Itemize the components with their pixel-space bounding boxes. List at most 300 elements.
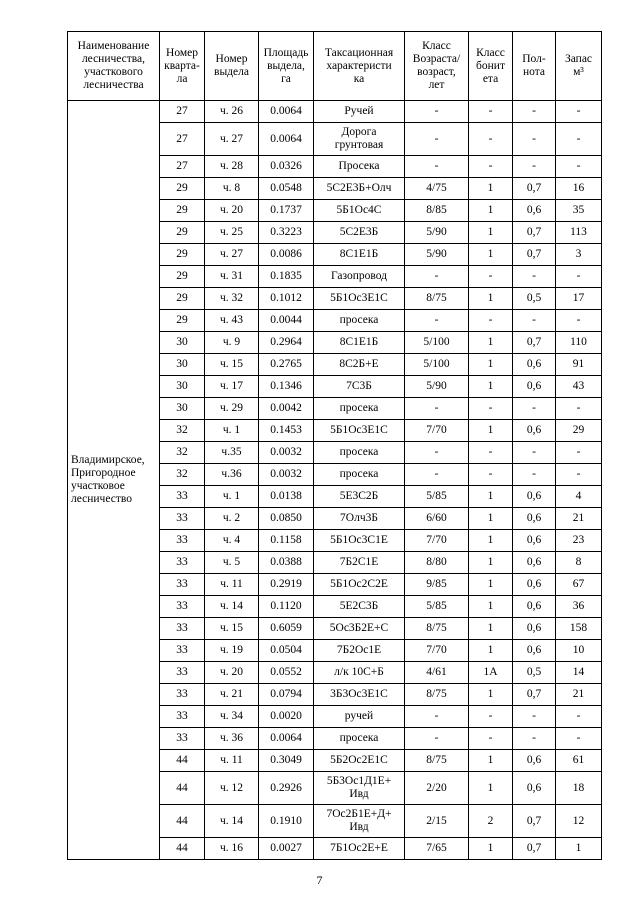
quarter-cell: 29 xyxy=(160,266,205,288)
taxation-line: 7Олч3Б xyxy=(340,512,378,524)
quarter-cell: 44 xyxy=(160,805,205,838)
area-cell: 0.3223 xyxy=(259,222,314,244)
bonitet-cell: - xyxy=(469,310,513,332)
bonitet-cell: - xyxy=(469,101,513,123)
stock-cell: 29 xyxy=(556,420,602,442)
forestry-name-line: Владимирское, xyxy=(71,454,145,466)
section-cell: ч. 17 xyxy=(205,376,259,398)
section-cell: ч. 20 xyxy=(205,662,259,684)
density-cell: - xyxy=(513,442,556,464)
section-cell: ч. 11 xyxy=(205,750,259,772)
age-cell: - xyxy=(405,728,469,750)
taxation-line: 7С3Б xyxy=(346,380,372,392)
density-cell: 0,5 xyxy=(513,662,556,684)
age-cell: 7/70 xyxy=(405,420,469,442)
taxation-cell xyxy=(314,398,405,420)
stock-cell: - xyxy=(556,464,602,486)
density-cell: 0,7 xyxy=(513,222,556,244)
density-cell: 0,6 xyxy=(513,596,556,618)
age-cell: - xyxy=(405,442,469,464)
bonitet-cell: - xyxy=(469,266,513,288)
quarter-cell: 33 xyxy=(160,662,205,684)
age-cell: 6/60 xyxy=(405,508,469,530)
age-cell: 5/90 xyxy=(405,244,469,266)
quarter-cell: 29 xyxy=(160,178,205,200)
density-cell: 0,7 xyxy=(513,684,556,706)
quarter-cell: 33 xyxy=(160,552,205,574)
area-cell: 0.0138 xyxy=(259,486,314,508)
taxation-cell xyxy=(314,838,405,860)
stock-cell: 10 xyxy=(556,640,602,662)
header-line: характеристи xyxy=(326,59,392,72)
stock-cell: - xyxy=(556,442,602,464)
taxation-line: 5С2Е3Б xyxy=(339,226,379,238)
taxation-line: 8С1Е1Б xyxy=(339,248,379,260)
age-cell: 7/70 xyxy=(405,530,469,552)
area-cell: 0.1012 xyxy=(259,288,314,310)
area-cell: 0.0064 xyxy=(259,728,314,750)
bonitet-cell: 1 xyxy=(469,640,513,662)
bonitet-cell: 1 xyxy=(469,244,513,266)
taxation-line: 7Б1Ос2Е+Е xyxy=(330,842,388,854)
taxation-line: 5Б1Ос3Е1С xyxy=(330,424,388,436)
bonitet-cell: 1 xyxy=(469,332,513,354)
taxation-line: 3Б3Ос3Е1С xyxy=(330,688,388,700)
density-cell: 0,6 xyxy=(513,552,556,574)
taxation-cell xyxy=(314,101,405,123)
age-cell: 4/61 xyxy=(405,662,469,684)
age-cell: - xyxy=(405,310,469,332)
taxation-line: 8С2Б+Е xyxy=(339,358,379,370)
bonitet-cell: 1 xyxy=(469,574,513,596)
header-bonitet-class xyxy=(469,32,513,101)
section-cell: ч. 21 xyxy=(205,684,259,706)
taxation-cell xyxy=(314,706,405,728)
density-cell: - xyxy=(513,398,556,420)
taxation-line: Газопровод xyxy=(331,270,387,282)
bonitet-cell: 1 xyxy=(469,288,513,310)
section-cell: ч. 14 xyxy=(205,596,259,618)
age-cell: 2/15 xyxy=(405,805,469,838)
header-section-number xyxy=(205,32,259,101)
section-cell: ч.36 xyxy=(205,464,259,486)
density-cell: - xyxy=(513,728,556,750)
stock-cell: 21 xyxy=(556,684,602,706)
header-forestry-name xyxy=(68,32,160,101)
quarter-cell: 32 xyxy=(160,442,205,464)
taxation-cell xyxy=(314,354,405,376)
area-cell: 0.0548 xyxy=(259,178,314,200)
header-line: ета xyxy=(482,72,499,85)
density-cell: - xyxy=(513,101,556,123)
area-cell: 0.0326 xyxy=(259,156,314,178)
age-cell: 4/75 xyxy=(405,178,469,200)
density-cell: 0,6 xyxy=(513,376,556,398)
taxation-cell xyxy=(314,728,405,750)
bonitet-cell: 1 xyxy=(469,552,513,574)
taxation-line: 5С2Е3Б+Олч xyxy=(326,182,392,194)
area-cell: 0.0027 xyxy=(259,838,314,860)
header-density xyxy=(513,32,556,101)
taxation-cell xyxy=(314,178,405,200)
density-cell: 0,6 xyxy=(513,772,556,805)
taxation-line: 7Б2Ос1Е xyxy=(336,644,382,656)
quarter-cell: 29 xyxy=(160,200,205,222)
section-cell: ч. 25 xyxy=(205,222,259,244)
forestry-name-line: участковое xyxy=(71,480,125,492)
section-cell: ч. 4 xyxy=(205,530,259,552)
taxation-line: ручей xyxy=(344,710,374,722)
header-line: Запас xyxy=(564,53,593,65)
stock-cell: 43 xyxy=(556,376,602,398)
stock-cell: 18 xyxy=(556,772,602,805)
quarter-cell: 33 xyxy=(160,728,205,750)
table-header-row xyxy=(68,32,602,101)
stock-cell: 91 xyxy=(556,354,602,376)
area-cell: 0.0794 xyxy=(259,684,314,706)
bonitet-cell: 1А xyxy=(469,662,513,684)
stock-cell: 3 xyxy=(556,244,602,266)
density-cell: 0,6 xyxy=(513,530,556,552)
density-cell: 0,6 xyxy=(513,574,556,596)
taxation-cell xyxy=(314,200,405,222)
stock-cell: - xyxy=(556,101,602,123)
section-cell: ч. 28 xyxy=(205,156,259,178)
density-cell: 0,5 xyxy=(513,288,556,310)
taxation-line: л/к 10С+Б xyxy=(334,666,384,678)
area-cell: 0.0020 xyxy=(259,706,314,728)
taxation-line: грунтовая xyxy=(334,139,384,151)
bonitet-cell: - xyxy=(469,442,513,464)
section-cell: ч. 11 xyxy=(205,574,259,596)
stock-cell: 113 xyxy=(556,222,602,244)
area-cell: 0.1910 xyxy=(259,805,314,838)
stock-cell: 17 xyxy=(556,288,602,310)
header-line: участкового xyxy=(84,66,143,78)
density-cell: 0,6 xyxy=(513,420,556,442)
forestry-name-line: лесничество xyxy=(71,493,132,505)
area-cell: 0.1835 xyxy=(259,266,314,288)
age-cell: 8/75 xyxy=(405,618,469,640)
bonitet-cell: 1 xyxy=(469,750,513,772)
header-line: выдела, xyxy=(267,59,305,72)
bonitet-cell: - xyxy=(469,156,513,178)
taxation-cell xyxy=(314,618,405,640)
density-cell: - xyxy=(513,464,556,486)
area-cell: 0.0044 xyxy=(259,310,314,332)
header-line: лет xyxy=(428,79,445,91)
taxation-cell xyxy=(314,464,405,486)
stock-cell: 67 xyxy=(556,574,602,596)
taxation-cell xyxy=(314,244,405,266)
header-line: м³ xyxy=(573,66,584,78)
taxation-cell xyxy=(314,486,405,508)
density-cell: 0,6 xyxy=(513,750,556,772)
header-taxation-characteristic xyxy=(314,32,405,101)
section-cell: ч. 8 xyxy=(205,178,259,200)
bonitet-cell: 1 xyxy=(469,530,513,552)
header-stock xyxy=(556,32,602,101)
quarter-cell: 33 xyxy=(160,530,205,552)
age-cell: 8/75 xyxy=(405,750,469,772)
taxation-line: просека xyxy=(339,314,379,326)
quarter-cell: 29 xyxy=(160,244,205,266)
stock-cell: - xyxy=(556,310,602,332)
bonitet-cell: 1 xyxy=(469,684,513,706)
stock-cell: 36 xyxy=(556,596,602,618)
quarter-cell: 33 xyxy=(160,574,205,596)
taxation-line: 7Ос2Б1Е+Д+ xyxy=(326,808,392,820)
taxation-cell xyxy=(314,640,405,662)
taxation-cell xyxy=(314,508,405,530)
age-cell: - xyxy=(405,464,469,486)
header-age-class xyxy=(405,32,469,101)
area-cell: 0.3049 xyxy=(259,750,314,772)
stock-cell: 16 xyxy=(556,178,602,200)
quarter-cell: 33 xyxy=(160,596,205,618)
taxation-cell xyxy=(314,772,405,805)
age-cell: 7/65 xyxy=(405,838,469,860)
stock-cell: - xyxy=(556,706,602,728)
area-cell: 0.0032 xyxy=(259,464,314,486)
header-line: лесничества xyxy=(83,79,144,91)
density-cell: - xyxy=(513,266,556,288)
density-cell: 0,6 xyxy=(513,200,556,222)
taxation-cell xyxy=(314,332,405,354)
density-cell: 0,6 xyxy=(513,354,556,376)
taxation-cell xyxy=(314,288,405,310)
stock-cell: - xyxy=(556,728,602,750)
forest-inventory-table xyxy=(67,31,602,860)
bonitet-cell: 1 xyxy=(469,838,513,860)
area-cell: 0.1453 xyxy=(259,420,314,442)
section-cell: ч. 26 xyxy=(205,101,259,123)
area-cell: 0.0064 xyxy=(259,101,314,123)
section-cell: ч. 5 xyxy=(205,552,259,574)
density-cell: 0,7 xyxy=(513,805,556,838)
taxation-cell xyxy=(314,420,405,442)
bonitet-cell: 1 xyxy=(469,200,513,222)
age-cell: 5/85 xyxy=(405,486,469,508)
header-section-area xyxy=(259,32,314,101)
bonitet-cell: 1 xyxy=(469,354,513,376)
taxation-line: Просека xyxy=(338,160,380,172)
bonitet-cell: 1 xyxy=(469,772,513,805)
taxation-cell xyxy=(314,750,405,772)
forestry-name-cell xyxy=(68,101,160,860)
taxation-cell xyxy=(314,805,405,838)
age-cell: 5/85 xyxy=(405,596,469,618)
age-cell: 8/75 xyxy=(405,684,469,706)
header-line: лесничества, xyxy=(81,53,146,65)
taxation-cell xyxy=(314,376,405,398)
section-cell: ч. 16 xyxy=(205,838,259,860)
section-cell: ч. 19 xyxy=(205,640,259,662)
bonitet-cell: 1 xyxy=(469,376,513,398)
stock-cell: - xyxy=(556,266,602,288)
stock-cell: 14 xyxy=(556,662,602,684)
density-cell: - xyxy=(513,706,556,728)
age-cell: 5/100 xyxy=(405,332,469,354)
header-line: выдела xyxy=(214,66,249,78)
taxation-line: 5Ос3Б2Е+С xyxy=(329,622,389,634)
table-body xyxy=(68,101,602,860)
taxation-line: 5Е2С3Б xyxy=(339,600,379,612)
section-cell: ч. 15 xyxy=(205,354,259,376)
quarter-cell: 33 xyxy=(160,486,205,508)
density-cell: - xyxy=(513,310,556,332)
area-cell: 0.0552 xyxy=(259,662,314,684)
area-cell: 0.0504 xyxy=(259,640,314,662)
bonitet-cell: - xyxy=(469,706,513,728)
page-number: 7 xyxy=(316,873,323,887)
header-line: ла xyxy=(176,72,188,85)
taxation-line: Ивд xyxy=(349,788,369,800)
bonitet-cell: 1 xyxy=(469,420,513,442)
section-cell: ч. 36 xyxy=(205,728,259,750)
stock-cell: - xyxy=(556,156,602,178)
area-cell: 0.0032 xyxy=(259,442,314,464)
quarter-cell: 32 xyxy=(160,464,205,486)
area-cell: 0.0388 xyxy=(259,552,314,574)
bonitet-cell: - xyxy=(469,464,513,486)
stock-cell: 35 xyxy=(556,200,602,222)
density-cell: 0,6 xyxy=(513,508,556,530)
bonitet-cell: 1 xyxy=(469,486,513,508)
section-cell: ч. 27 xyxy=(205,244,259,266)
age-cell: - xyxy=(405,398,469,420)
stock-cell: 21 xyxy=(556,508,602,530)
area-cell: 0.1120 xyxy=(259,596,314,618)
taxation-line: просека xyxy=(339,402,379,414)
header-line: Класс xyxy=(476,46,505,59)
age-cell: - xyxy=(405,123,469,156)
taxation-cell xyxy=(314,574,405,596)
quarter-cell: 44 xyxy=(160,772,205,805)
taxation-cell xyxy=(314,442,405,464)
quarter-cell: 44 xyxy=(160,750,205,772)
bonitet-cell: 1 xyxy=(469,178,513,200)
area-cell: 0.0064 xyxy=(259,123,314,156)
age-cell: - xyxy=(405,266,469,288)
header-line: Таксационная xyxy=(324,46,394,59)
taxation-line: 5Е3С2Б xyxy=(339,490,379,502)
age-cell: 8/75 xyxy=(405,288,469,310)
age-cell: 5/90 xyxy=(405,376,469,398)
header-line: кварта- xyxy=(164,59,200,72)
density-cell: 0,7 xyxy=(513,244,556,266)
bonitet-cell: 1 xyxy=(469,508,513,530)
quarter-cell: 27 xyxy=(160,101,205,123)
header-line: нота xyxy=(522,66,546,78)
section-cell: ч. 43 xyxy=(205,310,259,332)
stock-cell: 12 xyxy=(556,805,602,838)
section-cell: ч. 34 xyxy=(205,706,259,728)
quarter-cell: 33 xyxy=(160,618,205,640)
header-line: Пол- xyxy=(522,53,546,65)
taxation-cell xyxy=(314,596,405,618)
stock-cell: 4 xyxy=(556,486,602,508)
section-cell: ч. 29 xyxy=(205,398,259,420)
section-cell: ч. 2 xyxy=(205,508,259,530)
area-cell: 0.1737 xyxy=(259,200,314,222)
section-cell: ч. 32 xyxy=(205,288,259,310)
density-cell: 0,7 xyxy=(513,332,556,354)
taxation-cell xyxy=(314,156,405,178)
section-cell: ч. 27 xyxy=(205,123,259,156)
stock-cell: 110 xyxy=(556,332,602,354)
density-cell: 0,7 xyxy=(513,178,556,200)
taxation-line: Дорога xyxy=(341,126,377,138)
section-cell: ч. 9 xyxy=(205,332,259,354)
density-cell: 0,6 xyxy=(513,640,556,662)
taxation-line: просека xyxy=(339,732,379,744)
header-quarter-number xyxy=(160,32,205,101)
table-row xyxy=(68,101,602,123)
header-line: ка xyxy=(353,72,365,85)
section-cell: ч. 31 xyxy=(205,266,259,288)
taxation-line: 8С1Е1Б xyxy=(339,336,379,348)
taxation-line: просека xyxy=(339,446,379,458)
section-cell: ч. 1 xyxy=(205,486,259,508)
taxation-cell xyxy=(314,123,405,156)
stock-cell: - xyxy=(556,398,602,420)
density-cell: - xyxy=(513,123,556,156)
bonitet-cell: - xyxy=(469,123,513,156)
quarter-cell: 33 xyxy=(160,684,205,706)
density-cell: 0,6 xyxy=(513,618,556,640)
section-cell: ч.35 xyxy=(205,442,259,464)
area-cell: 0.2964 xyxy=(259,332,314,354)
stock-cell: - xyxy=(556,123,602,156)
taxation-cell xyxy=(314,552,405,574)
bonitet-cell: - xyxy=(469,398,513,420)
age-cell: 9/85 xyxy=(405,574,469,596)
header-line: Номер xyxy=(166,46,198,59)
area-cell: 0.0086 xyxy=(259,244,314,266)
density-cell: 0,6 xyxy=(513,486,556,508)
age-cell: 7/70 xyxy=(405,640,469,662)
section-cell: ч. 12 xyxy=(205,772,259,805)
stock-cell: 158 xyxy=(556,618,602,640)
quarter-cell: 33 xyxy=(160,706,205,728)
age-cell: - xyxy=(405,101,469,123)
quarter-cell: 30 xyxy=(160,398,205,420)
density-cell: 0,7 xyxy=(513,838,556,860)
area-cell: 0.2919 xyxy=(259,574,314,596)
area-cell: 0.2926 xyxy=(259,772,314,805)
stock-cell: 1 xyxy=(556,838,602,860)
age-cell: 5/90 xyxy=(405,222,469,244)
age-cell: 5/100 xyxy=(405,354,469,376)
area-cell: 0.2765 xyxy=(259,354,314,376)
quarter-cell: 29 xyxy=(160,310,205,332)
stock-cell: 61 xyxy=(556,750,602,772)
section-cell: ч. 14 xyxy=(205,805,259,838)
quarter-cell: 29 xyxy=(160,222,205,244)
quarter-cell: 30 xyxy=(160,332,205,354)
taxation-cell xyxy=(314,266,405,288)
section-cell: ч. 20 xyxy=(205,200,259,222)
taxation-line: 5Б1Ос3Е1С xyxy=(330,292,388,304)
taxation-line: 5Б1Ос3С1Е xyxy=(330,534,388,546)
header-line: Наименование xyxy=(77,40,150,52)
age-cell: - xyxy=(405,706,469,728)
stock-cell: 23 xyxy=(556,530,602,552)
forestry-name-line: Пригородное xyxy=(71,467,136,479)
taxation-cell xyxy=(314,684,405,706)
bonitet-cell: 1 xyxy=(469,618,513,640)
